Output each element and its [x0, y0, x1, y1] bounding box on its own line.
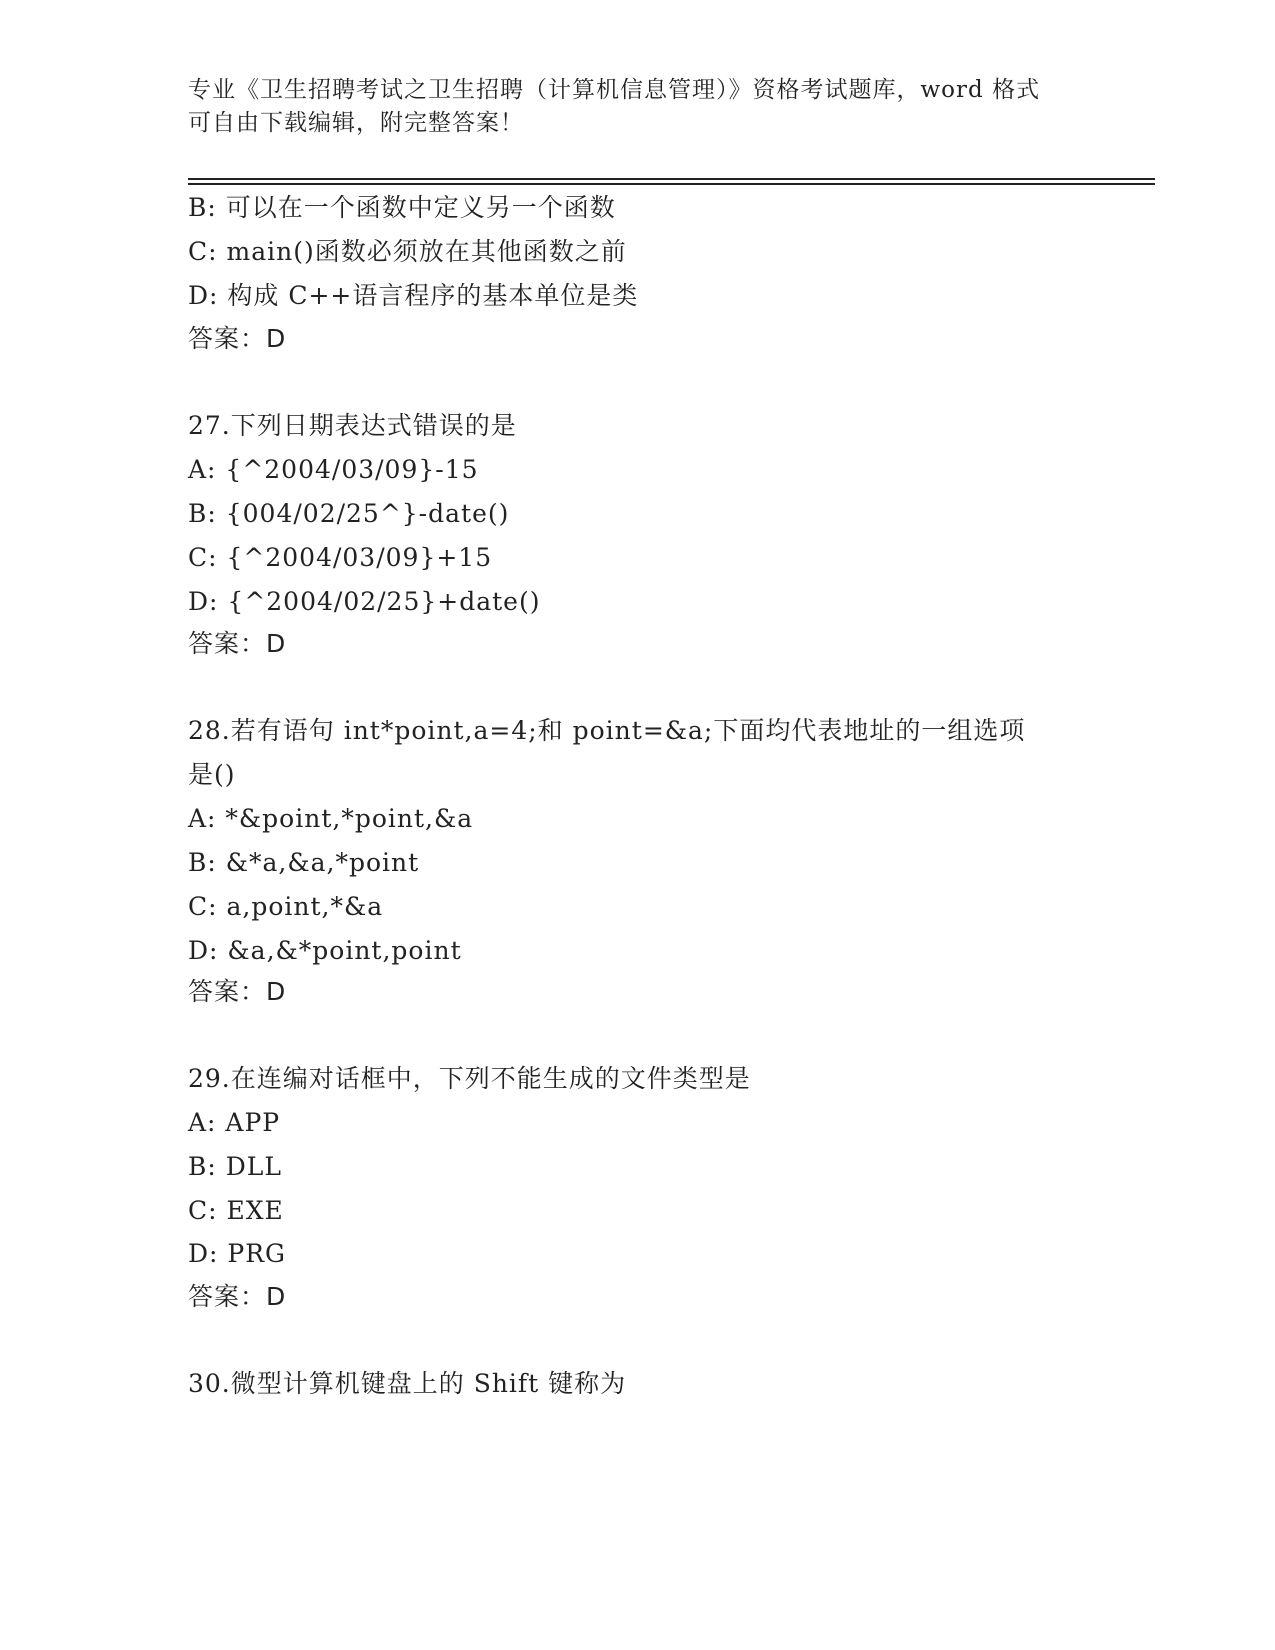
q30-question: 30.微型计算机键盘上的 Shift 键称为 [188, 1369, 627, 1398]
q28-option-d: D: &a,&*point,point [188, 936, 462, 965]
q27-option-d: D: {^2004/02/25}+date() [188, 587, 541, 616]
q29-option-b: B: DLL [188, 1152, 282, 1181]
header-divider-top [188, 178, 1155, 180]
q26-option-c: C: main()函数必须放在其他函数之前 [188, 237, 627, 266]
q29-option-a: A: APP [188, 1108, 281, 1137]
q28-option-a: A: *&point,*point,&a [188, 804, 474, 833]
q29-option-d: D: PRG [188, 1239, 287, 1268]
q27-option-b: B: {004/02/25^}-date() [188, 499, 510, 528]
header-line-2: 可自由下载编辑，附完整答案！ [188, 110, 524, 136]
q27-option-c: C: {^2004/03/09}+15 [188, 543, 493, 572]
header-line-1: 专业《卫生招聘考试之卫生招聘（计算机信息管理）》资格考试题库，word 格式 [188, 77, 1041, 103]
q26-option-d: D: 构成 C++语言程序的基本单位是类 [188, 281, 639, 310]
q26-option-b: B: 可以在一个函数中定义另一个函数 [188, 193, 616, 222]
q28-question-line-1: 28.若有语句 int*point,a=4;和 point=&a;下面均代表地址的一组选项 [188, 716, 1026, 745]
q28-question-line-2: 是() [188, 760, 236, 789]
q27-option-a: A: {^2004/03/09}-15 [188, 455, 479, 484]
q29-question: 29.在连编对话框中，下列不能生成的文件类型是 [188, 1064, 751, 1093]
header-divider-bottom [188, 183, 1155, 185]
q27-answer: 答案：D [188, 629, 287, 658]
q28-option-c: C: a,point,*&a [188, 892, 384, 921]
q27-question: 27.下列日期表达式错误的是 [188, 411, 517, 440]
q28-option-b: B: &*a,&a,*point [188, 848, 420, 877]
q28-answer: 答案：D [188, 977, 287, 1006]
document-header [188, 74, 1068, 140]
q26-answer: 答案：D [188, 324, 287, 353]
q29-answer: 答案：D [188, 1282, 287, 1311]
q29-option-c: C: EXE [188, 1196, 284, 1225]
